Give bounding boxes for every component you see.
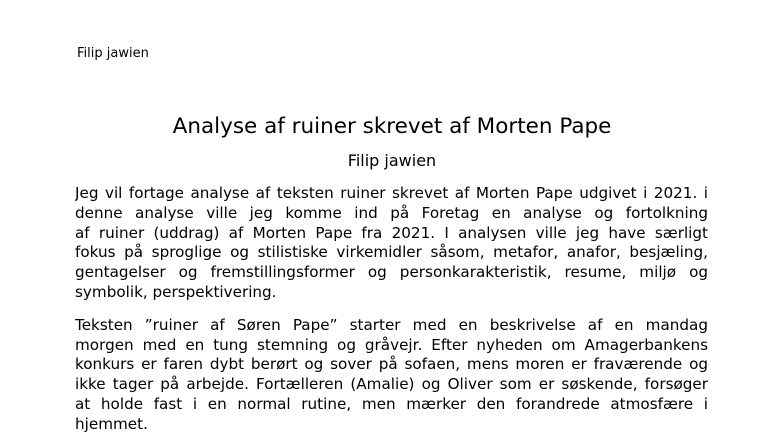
paragraph-line: fokus på sproglige og stilistiske virkemidler såsom, metafor, anafor, besjæling, bbox=[75, 243, 708, 262]
paragraph-line: hjemmet. bbox=[75, 414, 148, 433]
paragraph-summary bbox=[75, 316, 708, 435]
paragraph-line: ikke tager på arbejde. Fortælleren (Amalie) og Oliver som er søskende, forsøger bbox=[75, 375, 708, 394]
paragraph-line: Teksten ”ruiner af Søren Pape” starter med en beskrivelse af en mandag bbox=[75, 315, 708, 334]
paragraph-line: symbolik, perspektivering. bbox=[75, 282, 277, 301]
document-body bbox=[75, 184, 708, 448]
paragraph-line: af ruiner (uddrag) af Morten Pape fra 2021. I analysen ville jeg have særligt bbox=[75, 223, 708, 242]
paragraph-line: at holde fast i en normal rutine, men mærker den forandrede atmosfære i bbox=[75, 394, 708, 413]
header-author: Filip jawien bbox=[77, 46, 149, 61]
document-title: Analyse af ruiner skrevet af Morten Pape bbox=[172, 114, 612, 139]
paragraph-line: denne analyse ville jeg komme ind på Foretag en analyse og fortolkning bbox=[75, 203, 708, 222]
paragraph-intro bbox=[75, 184, 708, 303]
paragraph-line: Jeg vil fortage analyse af teksten ruiner skrevet af Morten Pape udgivet i 2021. i bbox=[75, 184, 708, 202]
paragraph-line: konkurs er faren dybt berørt og sover på sofaen, mens moren er fraværende og bbox=[75, 355, 708, 374]
paragraph-line: morgen med en tung stemning og gråvejr. Efter nyheden om Amagerbankens bbox=[75, 335, 708, 354]
document-subtitle: Filip jawien bbox=[347, 151, 437, 170]
paragraph-line: gentagelser og fremstillingsformer og personkarakteristik, resume, miljø og bbox=[75, 263, 708, 282]
